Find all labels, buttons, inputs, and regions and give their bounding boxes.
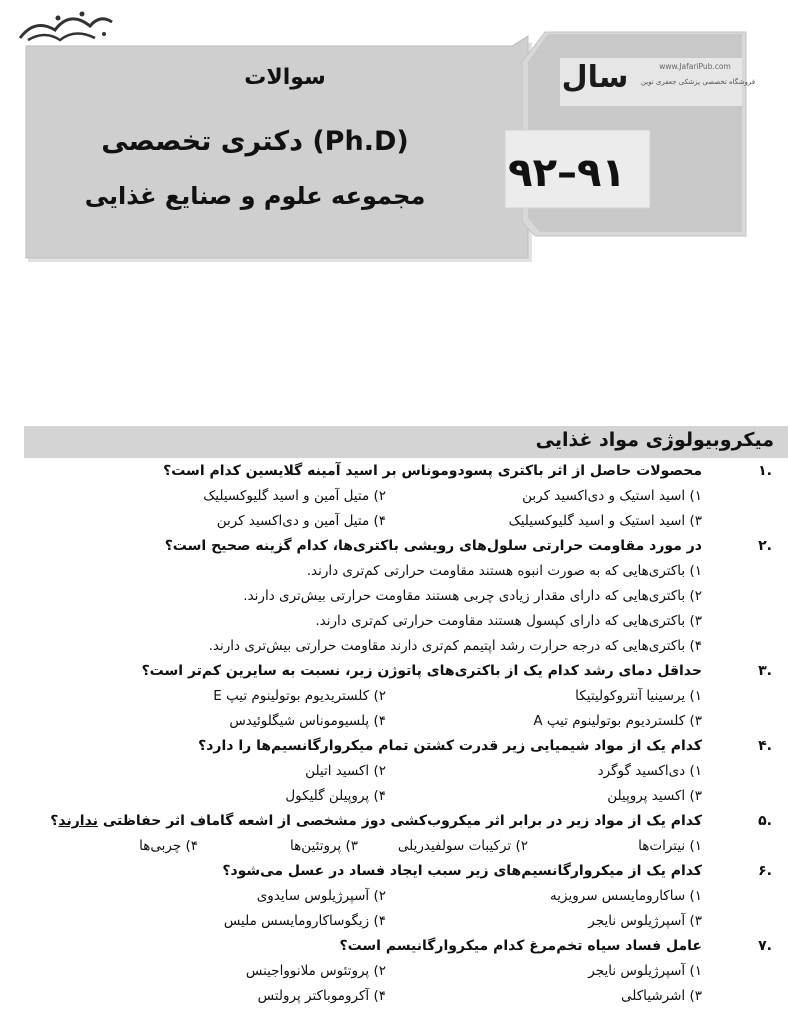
year-label: سال [561, 60, 629, 95]
option-1[interactable]: ۱) اسید استیک و دی‌اکسید کربن [522, 488, 702, 504]
year-value: ۹۲–۹۱ [508, 150, 626, 196]
publisher-url: www.JafariPub.com [659, 62, 731, 71]
section-header [24, 426, 788, 458]
option-4[interactable]: ۴) متیل آمین و دی‌اکسید کربن [216, 513, 386, 529]
question-number: .۵ [758, 813, 772, 829]
question-number: .۱ [758, 463, 772, 479]
question-4 [0, 735, 788, 810]
question-number: .۳ [758, 663, 772, 679]
option-2[interactable]: ۲) باکتری‌هایی که دارای مقدار زیادی چربی هستند مقاومت حرارتی بیش‌تری دارند. [243, 588, 702, 604]
question-number: .۴ [758, 738, 772, 754]
question-number: .۶ [758, 863, 772, 879]
option-2[interactable]: ۲) اکسید اتیلن [305, 763, 386, 779]
section-title: میکروبیولوژی مواد غذایی [535, 429, 774, 451]
option-2[interactable]: ۲) کلستریدیوم بوتولینوم تیپ E [213, 688, 386, 704]
option-2[interactable]: ۲) پروتئوس ملانوواجینس [245, 963, 386, 979]
option-3[interactable]: ۳) پروتئین‌ها [290, 838, 358, 854]
question-number: .۷ [758, 938, 772, 954]
option-4[interactable]: ۴) باکتری‌هایی که درجه حرارت رشد اپتیمم کم‌تری دارند مقاومت حرارتی بیش‌تری دارند. [208, 638, 702, 654]
option-3[interactable]: ۳) اشرشیاکلی [621, 988, 702, 1004]
option-3[interactable]: ۳) باکتری‌هایی که دارای کپسول هستند مقاومت حرارتی کم‌تری دارند. [315, 613, 702, 629]
option-4[interactable]: ۴) آکروموباکتر پرولتس [257, 988, 386, 1004]
publisher-logo-icon [0, 0, 130, 80]
question-text: محصولات حاصل از اثر باکتری پسودوموناس بر اسید آمینه گلایسین کدام است؟ [163, 463, 702, 479]
option-4[interactable]: ۴) زیگوساکارومایسس ملیس [223, 913, 386, 929]
publisher-name: فروشگاه تخصصی پزشکی جعفری نوین [640, 78, 756, 86]
question-number: .۲ [758, 538, 772, 554]
option-3[interactable]: ۳) آسپرژیلوس نایجر [588, 913, 702, 929]
question-text: در مورد مقاومت حرارتی سلول‌های رویشی باکتری‌ها، کدام گزینه صحیح است؟ [164, 538, 702, 554]
questions-label: سوالات [244, 65, 326, 90]
question-6 [0, 860, 788, 935]
question-1 [0, 460, 788, 535]
question-2 [0, 535, 788, 660]
question-text: کدام یک از میکروارگانسیم‌های زیر سبب ایجاد فساد در عسل می‌شود؟ [222, 863, 702, 879]
question-text: عامل فساد سیاه تخم‌مرغ کدام میکروارگانیسم است؟ [339, 938, 702, 954]
question-text-main: کدام یک از مواد زیر در برابر اثر میکروب‌کشی دوز مشخصی از اشعه گاماف اثر حفاظتی [97, 813, 702, 829]
question-text: کدام یک از مواد شیمیایی زیر قدرت کشتن تمام میکروارگانسیم‌ها را دارد؟ [198, 738, 702, 754]
question-list [0, 460, 788, 1010]
option-1[interactable]: ۱) دی‌اکسید گوگرد [597, 763, 702, 779]
option-2[interactable]: ۲) آسپرژیلوس سایدوی [256, 888, 386, 904]
question-text: حداقل دمای رشد کدام یک از باکتری‌های پاتوژن زیر، نسبت به سایرین کم‌تر است؟ [141, 663, 702, 679]
option-1[interactable]: ۱) یرسینیا آنتروکولیتیکا [575, 688, 702, 704]
option-1[interactable]: ۱) ساکارومایسس سرویزیه [550, 888, 702, 904]
question-text-emphasis: ندارند [58, 813, 98, 829]
question-text-end: ؟ [50, 813, 59, 829]
header-banner [0, 0, 788, 270]
option-3[interactable]: ۳) اسید استیک و اسید گلیوکسیلیک [508, 513, 702, 529]
option-2[interactable]: ۲) ترکیبات سولفیدریلی [397, 838, 528, 854]
option-1[interactable]: ۱) آسپرژیلوس نایجر [588, 963, 702, 979]
question-5 [0, 810, 788, 860]
exam-subject: مجموعه علوم و صنایع غذایی [84, 182, 426, 210]
exam-title: دکتری تخصصی (Ph.D) [101, 126, 409, 157]
option-4[interactable]: ۴) چربی‌ها [139, 838, 198, 854]
option-3[interactable]: ۳) اکسید پروپیلن [607, 788, 702, 804]
option-4[interactable]: ۴) پلسیوموناس شیگلوئیدس [229, 713, 386, 729]
option-3[interactable]: ۳) کلستردیوم بوتولینوم تیپ A [533, 713, 702, 729]
option-2[interactable]: ۲) متیل آمین و اسید گلیوکسیلیک [203, 488, 386, 504]
option-1[interactable]: ۱) باکتری‌هایی که به صورت انبوه هستند مقاومت حرارتی کم‌تری دارند. [306, 563, 702, 579]
question-text [50, 813, 702, 829]
question-7 [0, 935, 788, 1010]
question-3 [0, 660, 788, 735]
option-4[interactable]: ۴) پروپیلن گلیکول [285, 788, 386, 804]
option-1[interactable]: ۱) نیترات‌ها [638, 838, 702, 854]
